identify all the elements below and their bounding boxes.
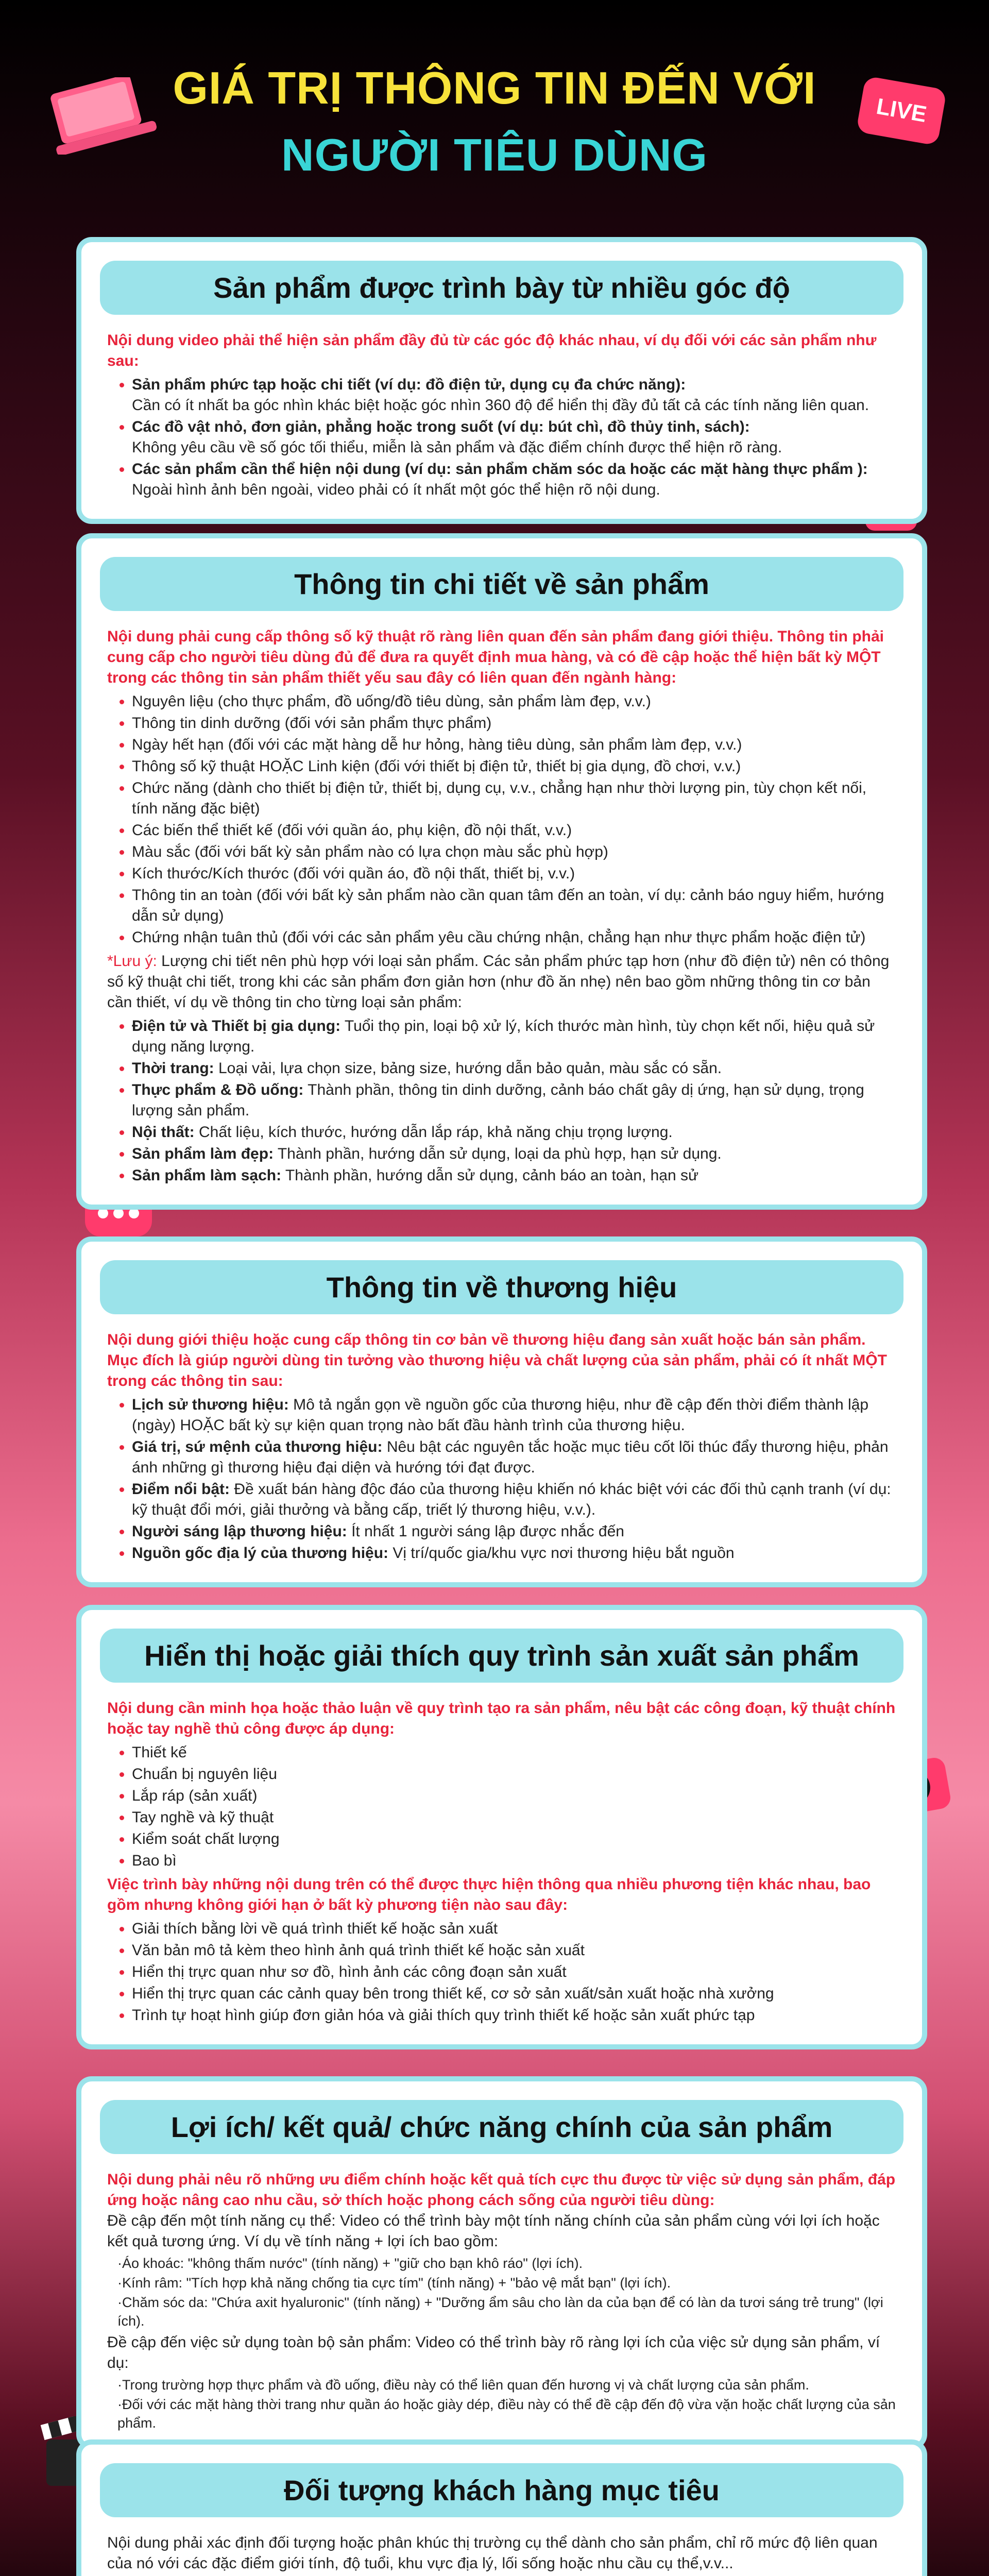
list-item: ·Chăm sóc da: "Chứa axit hyaluronic" (tính năng) + "Dưỡng ẩm sâu cho làn da của bạn để có làn da tươi sáng trẻ trung" (lợi ích).	[117, 2295, 883, 2329]
list-item: • Các đồ vật nhỏ, đơn giản, phẳng hoặc trong suốt (ví dụ: bút chì, đồ thủy tinh, sách): Không yêu cầu về số góc tối thiểu, miễn là sản phẩm và đặc điểm chính được thể hiện rõ ràng.	[132, 417, 896, 458]
section-multi-angle	[76, 237, 927, 524]
list-item: • Thực phẩm & Đồ uống: Thành phần, thông tin dinh dưỡng, cảnh báo chất gây dị ứng, hạn sử dụng, trọng lượng sản phẩm.	[132, 1080, 896, 1121]
list-item: • Chức năng (dành cho thiết bị điện tử, thiết bị, dụng cụ, v.v., chẳng hạn như thời lượng pin, tùy chọn kết nối, tính năng đặc biệt)	[132, 778, 896, 819]
section-intro: Nội dung phải nêu rõ những ưu điểm chính hoặc kết quả tích cực thu được từ việc sử dụng sản phẩm, đáp ứng hoặc nâng cao nhu cầu, sở thích hoặc phong cách sống của người tiêu dùng:	[107, 2171, 896, 2209]
list-item: • Điện tử và Thiết bị gia dụng: Tuổi thọ pin, loại bộ xử lý, kích thước màn hình, tùy chọn kết nối, hiệu quả sử dụng năng lượng.	[132, 1016, 896, 1057]
criteria-list	[107, 375, 896, 500]
list-item: • Sản phẩm làm đẹp: Thành phần, hướng dẫn sử dụng, loại da phù hợp, hạn sử dụng.	[132, 1144, 896, 1164]
list-item: • Sản phẩm làm sạch: Thành phần, hướng dẫn sử dụng, cảnh báo an toàn, hạn sử	[132, 1165, 896, 1186]
list-item: • Nội thất: Chất liệu, kích thước, hướng dẫn lắp ráp, khả năng chịu trọng lượng.	[132, 1122, 896, 1143]
section-title: Sản phẩm được trình bày từ nhiều góc độ	[100, 261, 903, 315]
feature-examples	[107, 2254, 896, 2330]
list-item: • Thiết kế	[132, 1742, 896, 1763]
list-item: • Kích thước/Kích thước (đối với quần áo, đồ nội thất, thiết bị, v.v.)	[132, 863, 896, 884]
list-item: ·Trong trường hợp thực phẩm và đồ uống, điều này có thể liên quan đến hương vị và chất lượng của sản phẩm.	[117, 2377, 809, 2393]
section-intro: Nội dung giới thiệu hoặc cung cấp thông tin cơ bản về thương hiệu đang sản xuất hoặc bán sản phẩm. Mục đích là giúp người dùng tin tưởng vào thương hiệu và chất lượng của sản phẩm, phải có ít nhất MỘT trong các thông tin sau:	[107, 1331, 887, 1389]
list-item: ·Kính râm: "Tích hợp khả năng chống tia cực tím" (tính năng) + "bảo vệ mắt bạn" (lợi ích).	[117, 2275, 671, 2291]
list-item: • Trình tự hoạt hình giúp đơn giản hóa và giải thích quy trình thiết kế hoặc sản xuất phức tạp	[132, 2005, 896, 2026]
list-item: ·Đối với các mặt hàng thời trang như quần áo hoặc giày dép, điều này có thể đề cập đến độ vừa vặn hoặc chất lượng của sản phẩm.	[117, 2397, 896, 2431]
list-item: • Ngày hết hạn (đối với các mặt hàng dễ hư hỏng, hàng tiêu dùng, sản phẩm làm đẹp, v.v.)	[132, 735, 896, 755]
list-item: • Điểm nổi bật: Đề xuất bán hàng độc đáo của thương hiệu khiến nó khác biệt với các đối thủ cạnh tranh (ví dụ: kỹ thuật đổi mới, giải thưởng và bằng cấp, triết lý thương hiệu, v.v.).	[132, 1479, 896, 1520]
list-item: • Hiển thị trực quan các cảnh quay bên trong thiết kế, cơ sở sản xuất/sản xuất hoặc nhà xưởng	[132, 1984, 896, 2004]
list-item: • Thông tin an toàn (đối với bất kỳ sản phẩm nào cần quan tâm đến an toàn, ví dụ: cảnh báo nguy hiểm, hướng dẫn sử dụng)	[132, 885, 896, 926]
list-item: • Màu sắc (đối với bất kỳ sản phẩm nào có lựa chọn màu sắc phù hợp)	[132, 842, 896, 862]
list-item: • Hiển thị trực quan như sơ đồ, hình ảnh các công đoạn sản xuất	[132, 1962, 896, 1982]
page-title-line-1: GIÁ TRỊ THÔNG TIN ĐẾN VỚI	[173, 62, 816, 113]
list-item: • Lịch sử thương hiệu: Mô tả ngắn gọn về nguồn gốc của thương hiệu, như đề cập đến thời điểm thành lập (ngày) HOẶC bất kỳ sự kiện quan trọng nào bất đầu hành trình của thương hiệu.	[132, 1395, 896, 1436]
info-list	[107, 691, 896, 948]
page-title-line-2: NGƯỜI TIÊU DÙNG	[281, 129, 708, 180]
section-intro: Nội dung video phải thể hiện sản phẩm đầy đủ từ các góc độ khác nhau, ví dụ đối với các sản phẩm như sau:	[107, 332, 877, 369]
examples-list	[107, 1016, 896, 1186]
methods-list	[107, 1919, 896, 2026]
note: *Lưu ý: Lượng chi tiết nên phù hợp với loại sản phẩm. Các sản phẩm phức tạp hơn (như đồ điện tử) nên có thông số kỹ thuật chi tiết, trong khi các sản phẩm đơn giản hơn (như đồ ăn nhẹ) nên bao gồm những thông tin cơ bản cần thiết, ví dụ về thông tin cho từng loại sản phẩm:	[107, 953, 890, 1011]
list-item: • Các sản phẩm cần thể hiện nội dung (ví dụ: sản phẩm chăm sóc da hoặc các mặt hàng thực phẩm ): Ngoài hình ảnh bên ngoài, video phải có ít nhất một góc thể hiện rõ nội dung.	[132, 459, 896, 500]
section-benefits	[76, 2076, 927, 2450]
list-item: ·Áo khoác: "không thấm nước" (tính năng) + "giữ cho bạn khô ráo" (lợi ích).	[117, 2256, 583, 2271]
list-item: • Nguồn gốc địa lý của thương hiệu: Vị trí/quốc gia/khu vực nơi thương hiệu bắt nguồn	[132, 1543, 896, 1564]
list-item: • Văn bản mô tả kèm theo hình ảnh quá trình thiết kế hoặc sản xuất	[132, 1940, 896, 1961]
list-item: • Tay nghề và kỹ thuật	[132, 1807, 896, 1828]
list-item: • Chuẩn bị nguyên liệu	[132, 1764, 896, 1785]
list-item: • Thời trang: Loại vải, lựa chọn size, bảng size, hướng dẫn bảo quản, màu sắc có sẵn.	[132, 1058, 896, 1079]
section-title: Đối tượng khách hàng mục tiêu	[100, 2463, 903, 2517]
list-item: • Nguyên liệu (cho thực phẩm, đồ uống/đồ tiêu dùng, sản phẩm làm đẹp, v.v.)	[132, 691, 896, 712]
section-intro: Nội dung cần minh họa hoặc thảo luận về quy trình tạo ra sản phẩm, nêu bật các công đoạn, kỹ thuật chính hoặc tay nghề thủ công được áp dụng:	[107, 1700, 896, 1737]
section-production-process	[76, 1605, 927, 2049]
section-intro: Nội dung phải cung cấp thông số kỹ thuật rõ ràng liên quan đến sản phẩm đang giới thiệu. Thông tin phải cung cấp cho người tiêu dùng đủ để đưa ra quyết định mua hàng, và có đề cập hoặc thể hiện bất kỳ MỘT trong các thông tin sản phẩm thiết yếu sau đây có liên quan đến ngành hàng:	[107, 628, 884, 686]
list-item: • Giá trị, sứ mệnh của thương hiệu: Nêu bật các nguyên tắc hoặc mục tiêu cốt lõi thúc đẩy thương hiệu, phản ánh những gì thương hiệu đại diện và hướng tới đạt được.	[132, 1437, 896, 1478]
section-title: Hiển thị hoặc giải thích quy trình sản xuất sản phẩm	[100, 1629, 903, 1683]
section-product-details	[76, 533, 927, 1210]
list-item: • Thông số kỹ thuật HOẶC Linh kiện (đối với thiết bị điện tử, thiết bị gia dụng, đồ chơi, v.v.)	[132, 756, 896, 777]
audience-paragraph: Nội dung phải xác định đối tượng hoặc phân khúc thị trường cụ thể dành cho sản phẩm, chỉ rõ mức độ liên quan của nó với các đặc điểm giới tính, độ tuổi, khu vực địa lý, lối sống hoặc nhu cầu cụ thể,v.v...	[107, 2534, 878, 2572]
audience-paragraph-2	[107, 2574, 896, 2576]
section-title: Lợi ích/ kết quả/ chức năng chính của sản phẩm	[100, 2100, 903, 2154]
feature-paragraph: Đề cập đến một tính năng cụ thể: Video có thể trình bày một tính năng chính của sản phẩm cùng với lợi ích hoặc kết quả tương ứng. Ví dụ về tính năng + lợi ích bao gồm:	[107, 2212, 880, 2250]
section-title: Thông tin về thương hiệu	[100, 1260, 903, 1314]
section-title: Thông tin chi tiết về sản phẩm	[100, 557, 903, 611]
list-item: • Người sáng lập thương hiệu: Ít nhất 1 người sáng lập được nhắc đến	[132, 1521, 896, 1542]
brand-list	[107, 1395, 896, 1564]
list-item: • Giải thích bằng lời về quá trình thiết kế hoặc sản xuất	[132, 1919, 896, 1939]
list-item: • Chứng nhận tuân thủ (đối với các sản phẩm yêu cầu chứng nhận, chẳng hạn như thực phẩm hoặc điện tử)	[132, 927, 896, 948]
usage-paragraph: Đề cập đến việc sử dụng toàn bộ sản phẩm: Video có thể trình bày rõ ràng lợi ích của việc sử dụng sản phẩm, ví dụ:	[107, 2334, 880, 2371]
list-item: • Lắp ráp (sản xuất)	[132, 1786, 896, 1806]
process-steps-list	[107, 1742, 896, 1871]
section-brand-info	[76, 1236, 927, 1587]
list-item: • Các biến thể thiết kế (đối với quần áo, phụ kiện, đồ nội thất, v.v.)	[132, 820, 896, 841]
live-badge-label: LIVE	[874, 93, 929, 128]
list-item: • Sản phẩm phức tạp hoặc chi tiết (ví dụ: đồ điện tử, dụng cụ đa chức năng): Cần có ít nhất ba góc nhìn khác biệt hoặc góc nhìn 360 độ để hiển thị đầy đủ tất cả các tính năng liên quan.	[132, 375, 896, 416]
list-item: • Bao bì	[132, 1851, 896, 1871]
list-item: • Kiểm soát chất lượng	[132, 1829, 896, 1850]
laptop-icon	[41, 77, 160, 155]
list-item: • Thông tin dinh dưỡng (đối với sản phẩm thực phẩm)	[132, 713, 896, 734]
section-target-audience	[76, 2439, 927, 2576]
section-intro-2: Việc trình bày những nội dung trên có thể được thực hiện thông qua nhiều phương tiện khác nhau, bao gồm nhưng không giới hạn ở bất kỳ phương tiện nào sau đây:	[107, 1876, 871, 1913]
usage-examples	[107, 2376, 896, 2432]
